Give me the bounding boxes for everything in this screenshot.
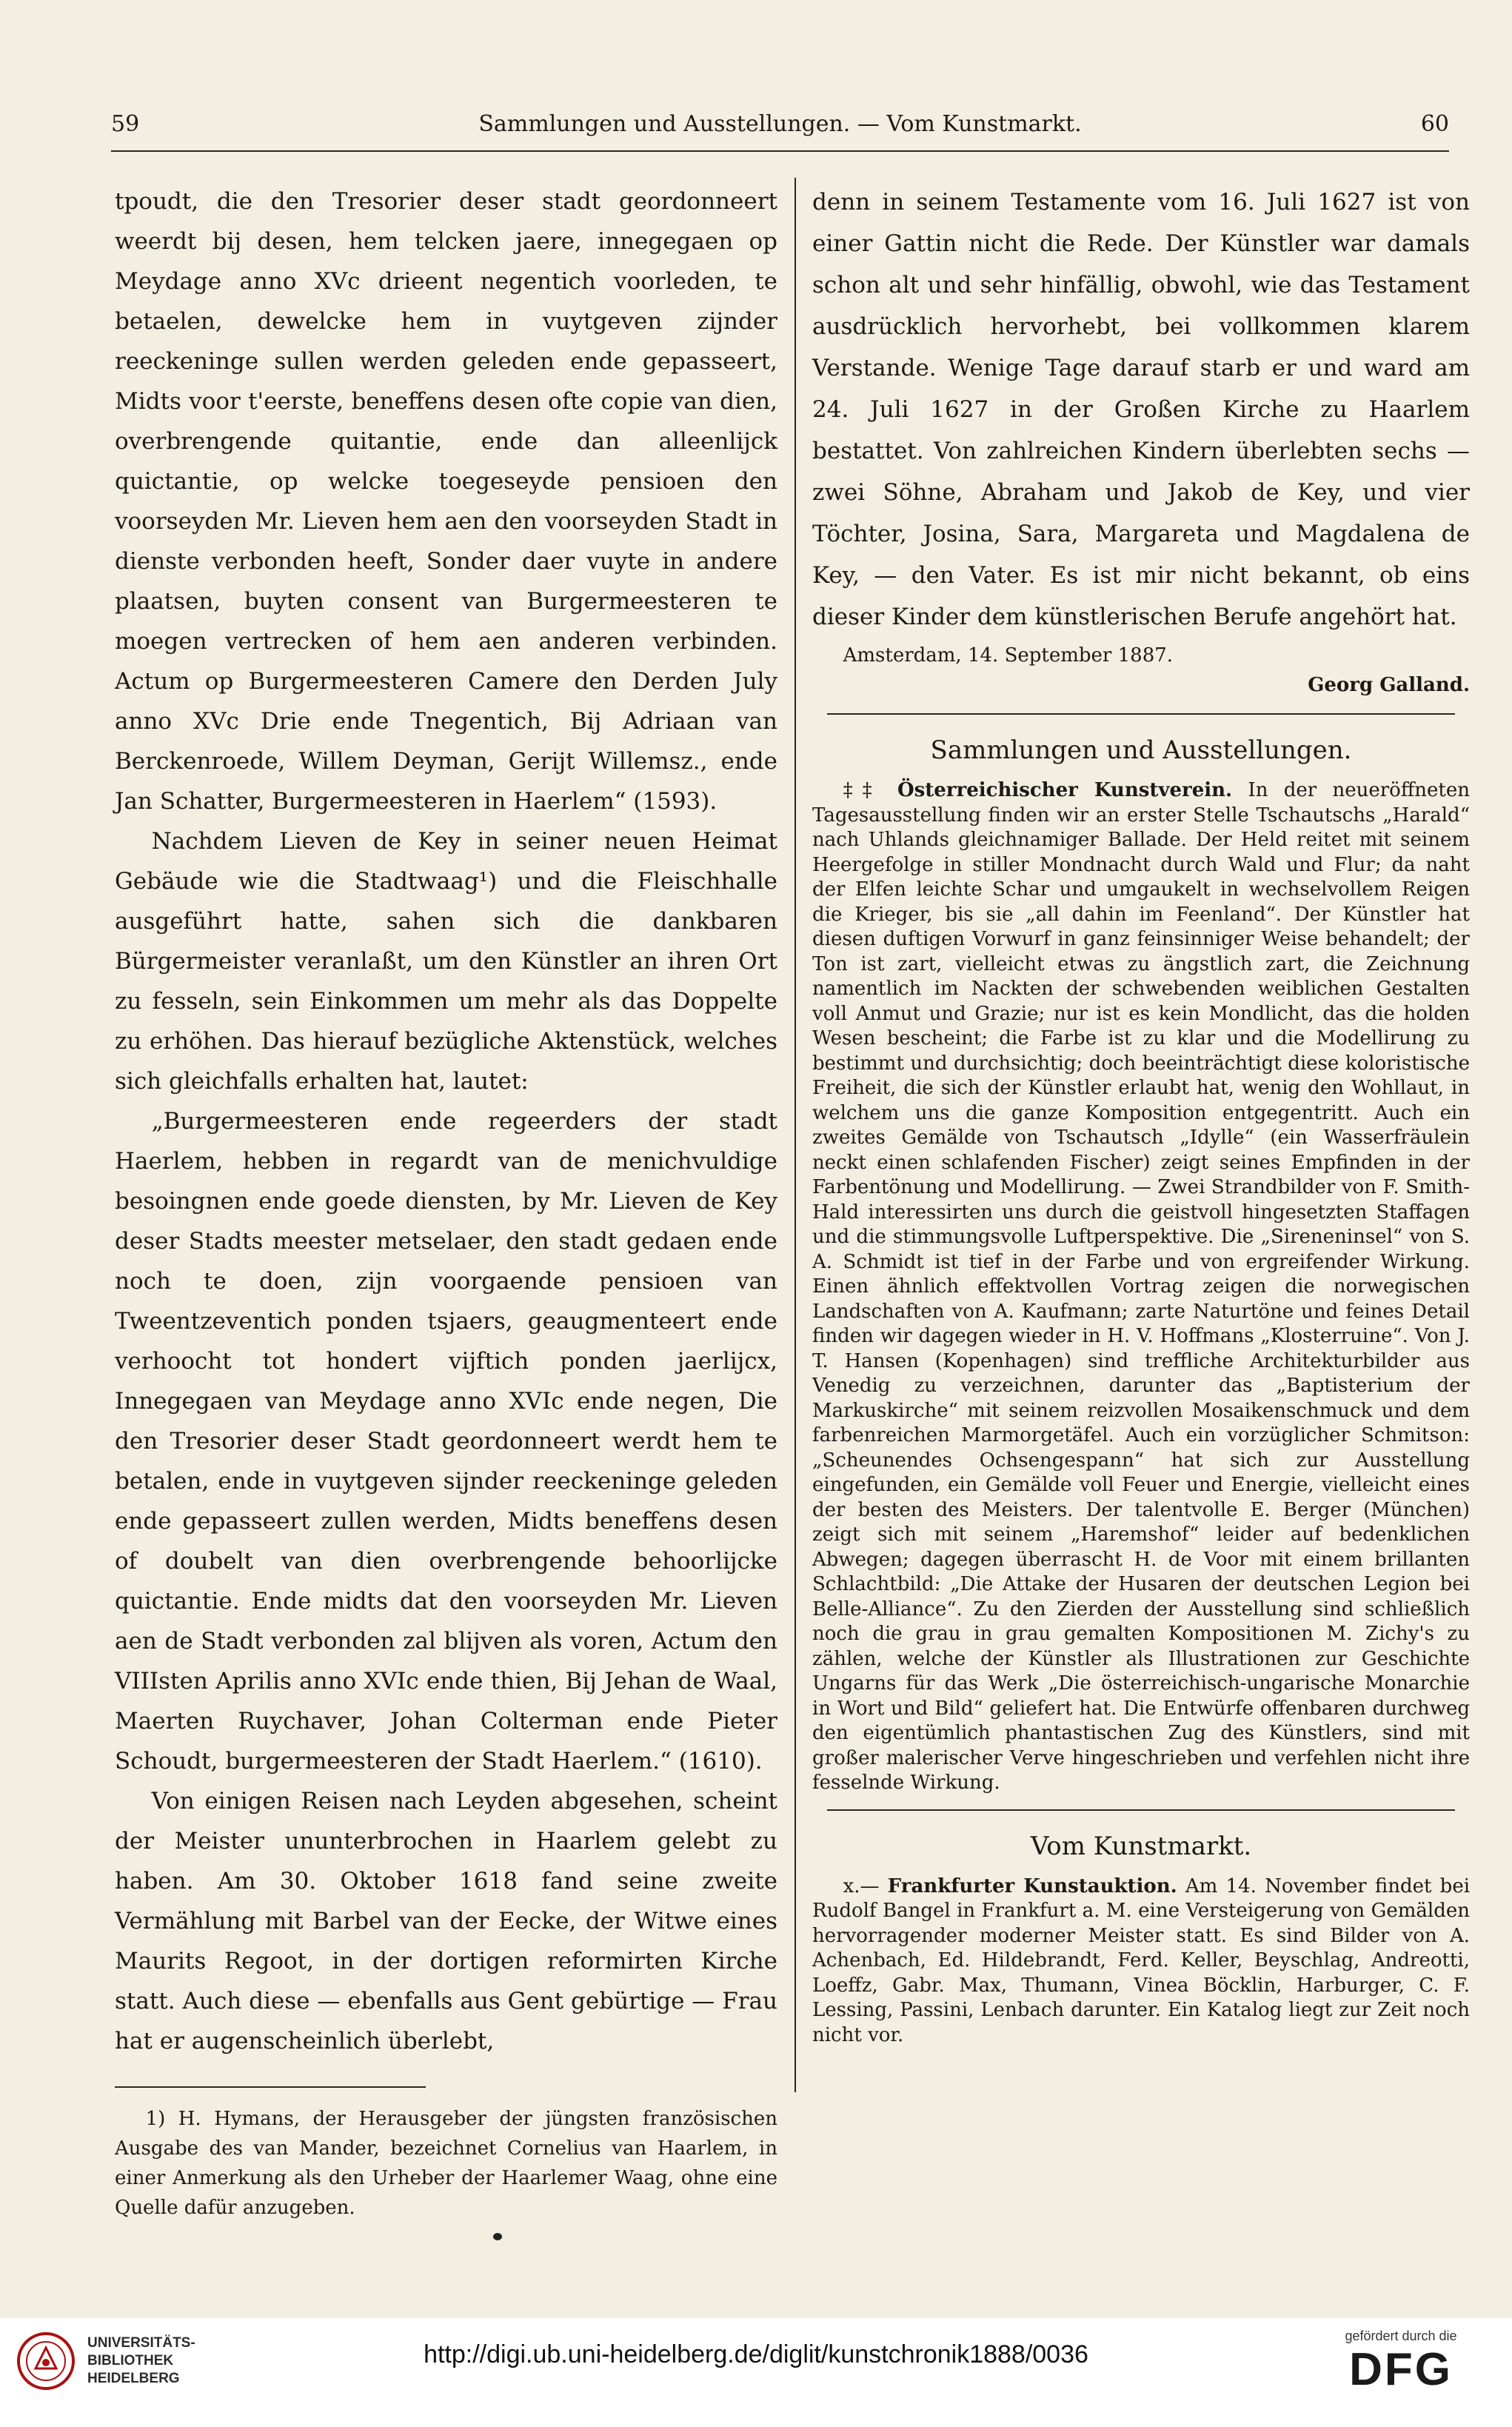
footnote-rule	[115, 2086, 426, 2088]
section-mark: x.—	[843, 1875, 880, 1897]
article-lead: Österreichischer Kunstverein.	[897, 779, 1233, 801]
running-title: Sammlungen und Ausstellungen. — Vom Kunstmarkt.	[478, 111, 1082, 137]
body-paragraph: Nachdem Lieven de Key in seiner neuen Heimat Gebäude wie die Stadtwaag¹) und die Fleischhalle ausgeführt hatte, sahen sich die dankbaren Bürgermeister veranlaßt, um den Künstler an ihren Ort zu fesseln, sein Einkommen um mehr als das Doppelte zu erhöhen. Das hierauf bezügliche Aktenstück, welches sich gleichfalls erhalten hat, lautet:	[115, 828, 777, 1095]
article-text: Am 14. November findet bei Rudolf Bangel in Frankfurt a. M. eine Versteigerung von Gemälden hervorragender moderner Meister statt. Es sind Bilder von A. Achenbach, Ed. Hildebrandt, Ferd. Keller, Beyschlag, Andreotti, Loeffz, Gabr. Max, Thumann, Vinea Böcklin, Harburger, C. F. Lessing, Passini, Lenbach darunter. Ein Katalog liegt zur Zeit noch nicht vor.	[812, 1875, 1471, 2046]
dfg-logo: DFG	[1349, 2344, 1453, 2395]
funding-credit	[1312, 2328, 1490, 2396]
section-heading-art-market: Vom Kunstmarkt.	[1030, 1831, 1252, 1861]
ink-spot	[493, 2233, 502, 2240]
dutch-document-text: tpoudt, die den Tresorier deser stadt geordonneert weerdt bij desen, hem telcken jaere, innegegaen op Meydage anno XVc drieent negentich voorleden, te betaelen, dewelcke hem in vuytgeven zijnder reeckeninge sullen werden geleden ende gepasseert, Midts voor t'eerste, beneffens desen ofte copie van dien, overbrengende quitantie, ende dan alleenlijck quictantie, op welcke toegeseyde pensioen den voorseyden Mr. Lieven hem aen den voorseyden Stadt in dienste verbonden heeft, Sonder daer vuyte in andere plaatsen, buyten consent van Burgermeesteren te moegen vertrecken of hem aen anderen verbinden. Actum op Burgermeesteren Camere den Derden July anno XVc Drie ende Tnegentich, Bij Adriaan van Berckenroede, Willem Deyman, Gerijt Willemsz., ende Jan Schatter, Burgermeesteren in Haerlem“ (1593).	[115, 188, 777, 815]
page-number-right: 60	[1420, 111, 1449, 137]
place-date: Amsterdam, 14. September 1887.	[843, 644, 1174, 667]
body-paragraph: Von einigen Reisen nach Leyden abgesehen, scheint der Meister ununterbrochen in Haarlem gelebt zu haben. Am 30. Oktober 1618 fand seine zweite Vermählung mit Barbel van der Eecke, der Witwe eines Maurits Regoot, in der dortigen reformirten Kirche statt. Auch diese — ebenfalls aus Gent gebürtige — Frau hat er augenscheinlich überlebt,	[115, 1788, 777, 2054]
column-divider	[795, 178, 796, 2092]
article-auction	[812, 1875, 1470, 2049]
page-number-left: 59	[111, 111, 140, 137]
section-mark: ‡‡	[843, 779, 882, 801]
header-rule	[111, 150, 1449, 152]
section-heading-collections: Sammlungen und Ausstellungen.	[930, 735, 1352, 765]
article-kunstverein	[812, 778, 1470, 1796]
left-column	[115, 181, 777, 2223]
running-header	[111, 104, 1449, 148]
section-rule	[827, 713, 1455, 715]
right-column	[812, 181, 1470, 2048]
quoted-document: „Burgermeesteren ende regeerders der stadt Haerlem, hebben in regardt van de menichvuldige besoingnen ende goede diensten, by Mr. Lieven de Key deser Stadts meester metselaer, den stadt gedaen ende noch te doen, zijn voorgaende pensioen van Tweentzeventich ponden tsjaers, geaugmenteert ende verhoocht tot hondert vijftich ponden jaerlijcx, Innegegaen van Meydage anno XVIc ende negen, Die den Tresorier deser Stadt geordonneert werdt hem te betalen, ende in vuytgeven sijnder reeckeninge geleden ende gepasseert zullen werden, Midts beneffens desen of doubelt van dien overbrengende behoorlijcke quictantie. Ende midts dat den voorseyden Mr. Lieven aen de Stadt verbonden zal blijven als voren, Actum den VIIIsten Aprilis anno XVIc ende thien, Bij Jehan de Waal, Maerten Ruychaver, Johan Colterman ende Pieter Schoudt, burgermeesteren der Stadt Haerlem.“ (1610).	[115, 1108, 777, 1775]
section-rule	[827, 1809, 1455, 1811]
article-text: In der neueröffneten Tagesausstellung finden wir an erster Stelle Tschautschs „Harald“ nach Uhlands gleichnamiger Ballade. Der Held reitet mit seinem Heergefolge in stiller Mondnacht durch Wald und Flur; da naht der Elfen leichte Schar und umgaukelt in wechselvollem Reigen die Krieger, bis sie „all dahin im Feenland“. Der Künstler hat diesen duftigen Vorwurf in ganz feinsinniger Weise behandelt; der Ton ist zart, vielleicht etwas zu ängstlich zart, die Zeichnung namentlich im Nackten der schwebenden weiblichen Gestalten voll Anmut und Grazie; nur ist es kein Mondlicht, das die holden Wesen bescheint; die Farbe ist zu klar und die Modellirung zu bestimmt und durchsichtig; doch beeinträchtigt diese koloristische Freiheit, die sich der Künstler erlaubt hat, wenig den Wohllaut, in welchem uns die ganze Komposition entgegentritt. Auch ein zweites Gemälde von Tschautsch „Idylle“ (ein Wasserfräulein neckt einen schlafenden Fischer) zeigt seines Empfinden in der Farbentönung und Modellirung. — Zwei Strandbilder von F. Smith-Hald interessirten uns durch die geistvoll hingesetzten Staffagen und die stimmungsvolle Luftperspektive. Die „Sireneninsel“ von S. A. Schmidt ist tief in der Farbe und von ergreifender Wirkung. Einen ähnlich effektvollen Vortrag zeigen die norwegischen Landschaften von A. Kaufmann; zarte Naturtöne und feines Detail finden wir dagegen wieder in H. V. Hoffmans „Klosterruine“. Von J. T. Hansen (Kopenhagen) sind treffliche Architekturbilder aus Venedig zu verzeichnen, darunter das „Baptisterium der Markuskirche“ mit seinem reizvollen Mosaikenschmuck und dem farbenreichen Marmorgetäfel. Auch ein vorzüglicher Schmitson: „Scheunendes Ochsengespann“ hat sich zur Ausstellung eingefunden, ein Gemälde voll Feuer und Energie, vielleicht eines der besten des Meisters. Der talentvolle E. Berger (München) zeigt sich mit seinem „Haremshof“ leider auf bedenklichen Abwegen; dagegen überrascht H. de Voor mit einem brillanten Schlachtbild: „Die Attake der Husaren der deutschen Legion bei Belle-Alliance“. Zu den Zierden der Ausstellung sind schließlich noch die grau in grau gemalten Kompositionen M. Zichy's zu zählen, welche der Künstler als Illustrationen zur Geschichte Ungarns für das Werk „Die österreichisch-ungarische Monarchie in Wort und Bild“ geliefert hat. Die Entwürfe offenbaren durchweg den eigentümlich phantastischen Zug des Künstlers, sind mit großer malerischer Verve hingeschrieben und verfehlen nicht ihre fesselnde Wirkung.	[812, 779, 1471, 1794]
funding-label: gefördert durch die	[1345, 2328, 1457, 2343]
author-signature: Georg Galland.	[1308, 674, 1470, 696]
source-url-link[interactable]: http://digi.ub.uni-heidelberg.de/diglit/kunstchronik1888/0036	[424, 2340, 1088, 2368]
body-paragraph: denn in seinem Testamente vom 16. Juli 1627 ist von einer Gattin nicht die Rede. Der Künstler war damals schon alt und sehr hinfällig, obwohl, wie das Testament ausdrücklich hervorhebt, bei vollkommen klarem Verstande. Wenige Tage darauf starb er und ward am 24. Juli 1627 in der Großen Kirche zu Haarlem bestattet. Von zahlreichen Kindern überlebten sechs — zwei Söhne, Abraham und Jakob de Key, und vier Töchter, Josina, Sara, Margareta und Magdalena de Key, — den Vater. Es ist mir nicht bekannt, ob eins dieser Kinder dem künstlerischen Berufe angehört hat.	[812, 189, 1470, 630]
article-lead: Frankfurter Kunstauktion.	[887, 1875, 1177, 1897]
library-name: UNIVERSITÄTS- BIBLIOTHEK HEIDELBERG	[87, 2335, 195, 2386]
footnote: 1) H. Hymans, der Herausgeber der jüngsten französischen Ausgabe des van Mander, bezeichnet Cornelius van Haarlem, in einer Anmerkung als den Urheber der Haarlemer Waag, ohne eine Quelle dafür anzugeben.	[115, 2108, 777, 2219]
digitization-footer	[0, 2318, 1512, 2427]
